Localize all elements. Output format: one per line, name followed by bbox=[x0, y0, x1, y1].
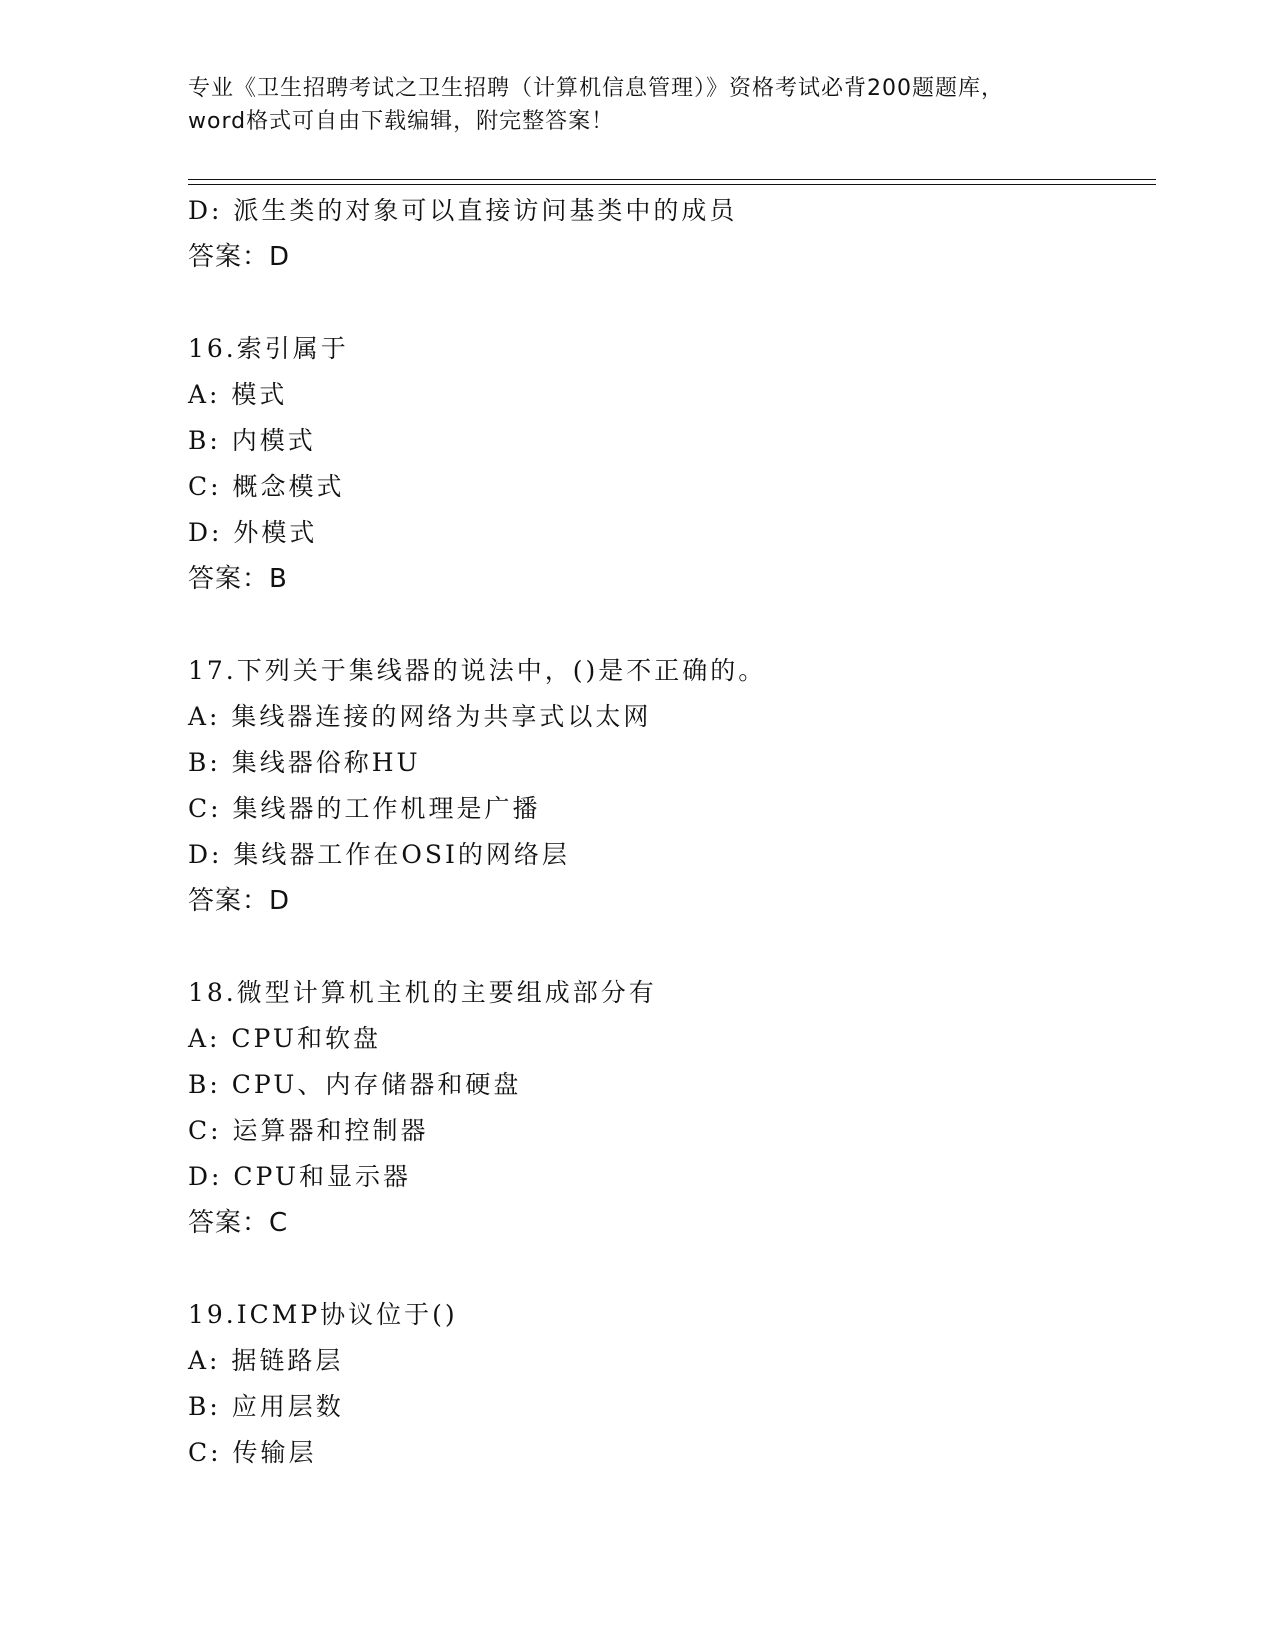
question-18-option-d: D: CPU和显示器 bbox=[188, 1162, 411, 1191]
header-rule-bottom bbox=[188, 184, 1156, 185]
spacer bbox=[188, 1246, 1148, 1292]
question-16-option-b: B: 内模式 bbox=[188, 426, 316, 455]
question-19-option-b: B: 应用层数 bbox=[188, 1392, 344, 1421]
spacer bbox=[188, 280, 1148, 326]
question-17-option-a: A: 集线器连接的网络为共享式以太网 bbox=[188, 702, 652, 731]
question-16-option-a: A: 模式 bbox=[188, 380, 288, 409]
question-17-answer: 答案：D bbox=[188, 886, 291, 916]
question-17 bbox=[188, 648, 1148, 924]
spacer bbox=[188, 924, 1148, 970]
header-line-1: 专业《卫生招聘考试之卫生招聘（计算机信息管理）》资格考试必背200题题库， bbox=[188, 76, 1004, 101]
question-18-option-b: B: CPU、内存储器和硬盘 bbox=[188, 1070, 522, 1099]
question-18-answer: 答案：C bbox=[188, 1208, 289, 1238]
question-content bbox=[188, 188, 1148, 1476]
question-19-option-a: A: 据链路层 bbox=[188, 1346, 344, 1375]
question-16-option-c: C: 概念模式 bbox=[188, 472, 345, 501]
question-17-option-b: B: 集线器俗称HU bbox=[188, 748, 421, 777]
question-17-option-c: C: 集线器的工作机理是广播 bbox=[188, 794, 541, 823]
previous-option-d: D: 派生类的对象可以直接访问基类中的成员 bbox=[188, 196, 738, 225]
question-19 bbox=[188, 1292, 1148, 1476]
question-18-option-a: A: CPU和软盘 bbox=[188, 1024, 382, 1053]
previous-answer: 答案：D bbox=[188, 242, 291, 272]
header-rule-top bbox=[188, 179, 1156, 180]
header-line-2: word格式可自由下载编辑，附完整答案！ bbox=[188, 109, 615, 134]
question-16-option-d: D: 外模式 bbox=[188, 518, 318, 547]
question-19-text: 19.ICMP协议位于() bbox=[188, 1300, 458, 1329]
spacer bbox=[188, 602, 1148, 648]
question-19-option-c: C: 传输层 bbox=[188, 1438, 317, 1467]
document-header bbox=[188, 72, 1068, 138]
question-18-text: 18.微型计算机主机的主要组成部分有 bbox=[188, 978, 657, 1007]
question-18-option-c: C: 运算器和控制器 bbox=[188, 1116, 429, 1145]
question-17-option-d: D: 集线器工作在OSI的网络层 bbox=[188, 840, 570, 869]
question-16-text: 16.索引属于 bbox=[188, 334, 349, 363]
question-16-answer: 答案：B bbox=[188, 564, 288, 594]
question-16 bbox=[188, 326, 1148, 602]
question-18 bbox=[188, 970, 1148, 1246]
question-17-text: 17.下列关于集线器的说法中，()是不正确的。 bbox=[188, 656, 767, 685]
